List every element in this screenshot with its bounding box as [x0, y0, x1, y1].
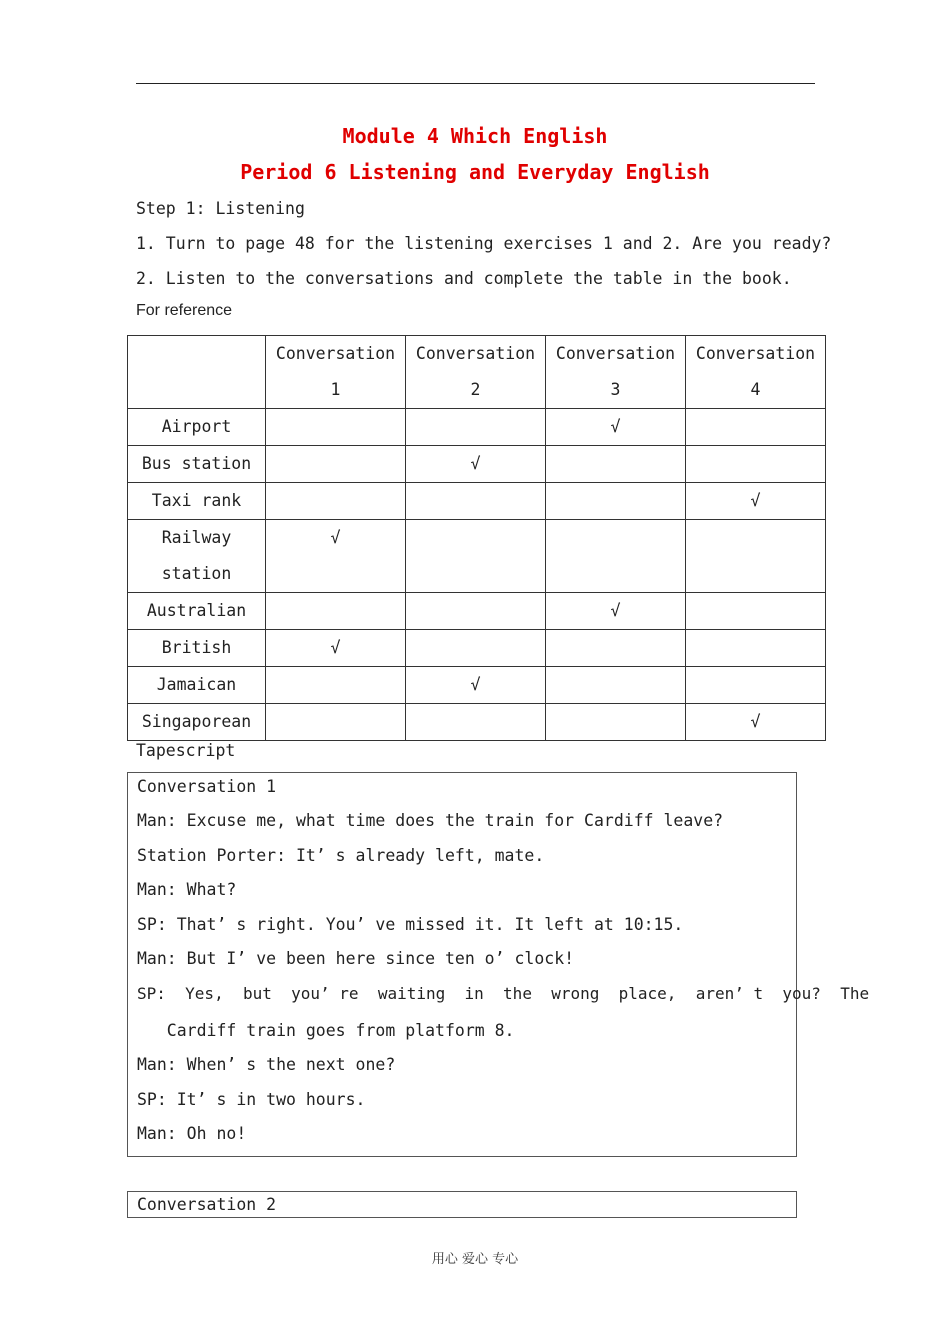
table-cell [546, 520, 686, 593]
table-row [128, 667, 826, 704]
table-cell [686, 630, 826, 667]
table-cell [546, 446, 686, 483]
table-cell: √ [406, 446, 546, 483]
table-cell [266, 667, 406, 704]
table-cell [266, 593, 406, 630]
table-cell: √ [266, 630, 406, 667]
dialogue-line: Man: When’ s the next one? [137, 1055, 396, 1074]
conversation-2-box [127, 1191, 797, 1218]
conversation-1-box [127, 772, 870, 1157]
table-cell [686, 520, 826, 593]
table-cell [406, 483, 546, 520]
table-cell: √ [546, 593, 686, 630]
page-footer: 用心 爱心 专心 [431, 1252, 519, 1267]
page-title: Module 4 Which English [342, 124, 608, 148]
instruction-2: 2. Listen to the conversations and complete the table in the book. [136, 269, 792, 288]
table-row [128, 446, 826, 483]
conversation-1-title: Conversation 1 [137, 777, 277, 796]
dialogue-line: Man: Excuse me, what time does the train for Cardiff leave? [137, 811, 724, 830]
table-cell [406, 520, 546, 593]
table-cell: √ [266, 520, 406, 593]
table-cell: √ [686, 704, 826, 741]
row-label-airport: Airport [128, 409, 266, 446]
table-cell [266, 483, 406, 520]
row-label-jamaican: Jamaican [128, 667, 266, 704]
conversation-2-title: Conversation 2 [137, 1195, 277, 1214]
step-heading: Step 1: Listening [136, 199, 305, 218]
table-corner-cell [128, 336, 266, 409]
header-conversation-1: Conversation 1 [266, 336, 406, 409]
table-row [128, 704, 826, 741]
table-cell [266, 409, 406, 446]
dialogue-line: SP: Yes, but you’ re waiting in the wrong place, aren’ t you? The [137, 984, 870, 1003]
table-cell [546, 630, 686, 667]
row-label-taxi-rank: Taxi rank [128, 483, 266, 520]
table-row [128, 630, 826, 667]
row-label-british: British [128, 630, 266, 667]
tapescript-label: Tapescript [136, 741, 236, 760]
table-row [128, 593, 826, 630]
row-label-bus-station: Bus station [128, 446, 266, 483]
dialogue-line: Man: But I’ ve been here since ten o’ clock! [137, 949, 575, 968]
table-row [128, 483, 826, 520]
table-cell [686, 593, 826, 630]
table-cell [546, 704, 686, 741]
dialogue-line: Cardiff train goes from platform 8. [137, 1021, 515, 1040]
reference-label: For reference [136, 302, 233, 319]
dialogue-line: Man: Oh no! [137, 1124, 247, 1143]
header-conversation-3: Conversation 3 [546, 336, 686, 409]
header-conversation-4: Conversation 4 [686, 336, 826, 409]
table-cell [546, 483, 686, 520]
table-row [128, 520, 826, 593]
table-cell [266, 704, 406, 741]
table-cell [406, 409, 546, 446]
table-cell: √ [546, 409, 686, 446]
dialogue-line: Station Porter: It’ s already left, mate. [137, 846, 545, 865]
table-cell [686, 409, 826, 446]
table-cell [686, 667, 826, 704]
table-cell [406, 593, 546, 630]
top-rule [136, 83, 815, 84]
table-cell [266, 446, 406, 483]
page-subtitle: Period 6 Listening and Everyday English [240, 160, 710, 184]
table-cell: √ [686, 483, 826, 520]
dialogue-line: SP: It’ s in two hours. [137, 1090, 366, 1109]
dialogue-line: Man: What? [137, 880, 237, 899]
row-label-singaporean: Singaporean [128, 704, 266, 741]
row-label-railway-station: Railway station [128, 520, 266, 593]
row-label-australian: Australian [128, 593, 266, 630]
table-cell: √ [406, 667, 546, 704]
table-cell [686, 446, 826, 483]
table-cell [546, 667, 686, 704]
table-header-row [128, 336, 826, 409]
table-cell [406, 704, 546, 741]
header-conversation-2: Conversation 2 [406, 336, 546, 409]
dialogue-line: SP: That’ s right. You’ ve missed it. It left at 10:15. [137, 915, 684, 934]
table-row [128, 409, 826, 446]
answer-table [127, 335, 826, 741]
instruction-1: 1. Turn to page 48 for the listening exercises 1 and 2. Are you ready? [136, 234, 832, 253]
table-cell [406, 630, 546, 667]
